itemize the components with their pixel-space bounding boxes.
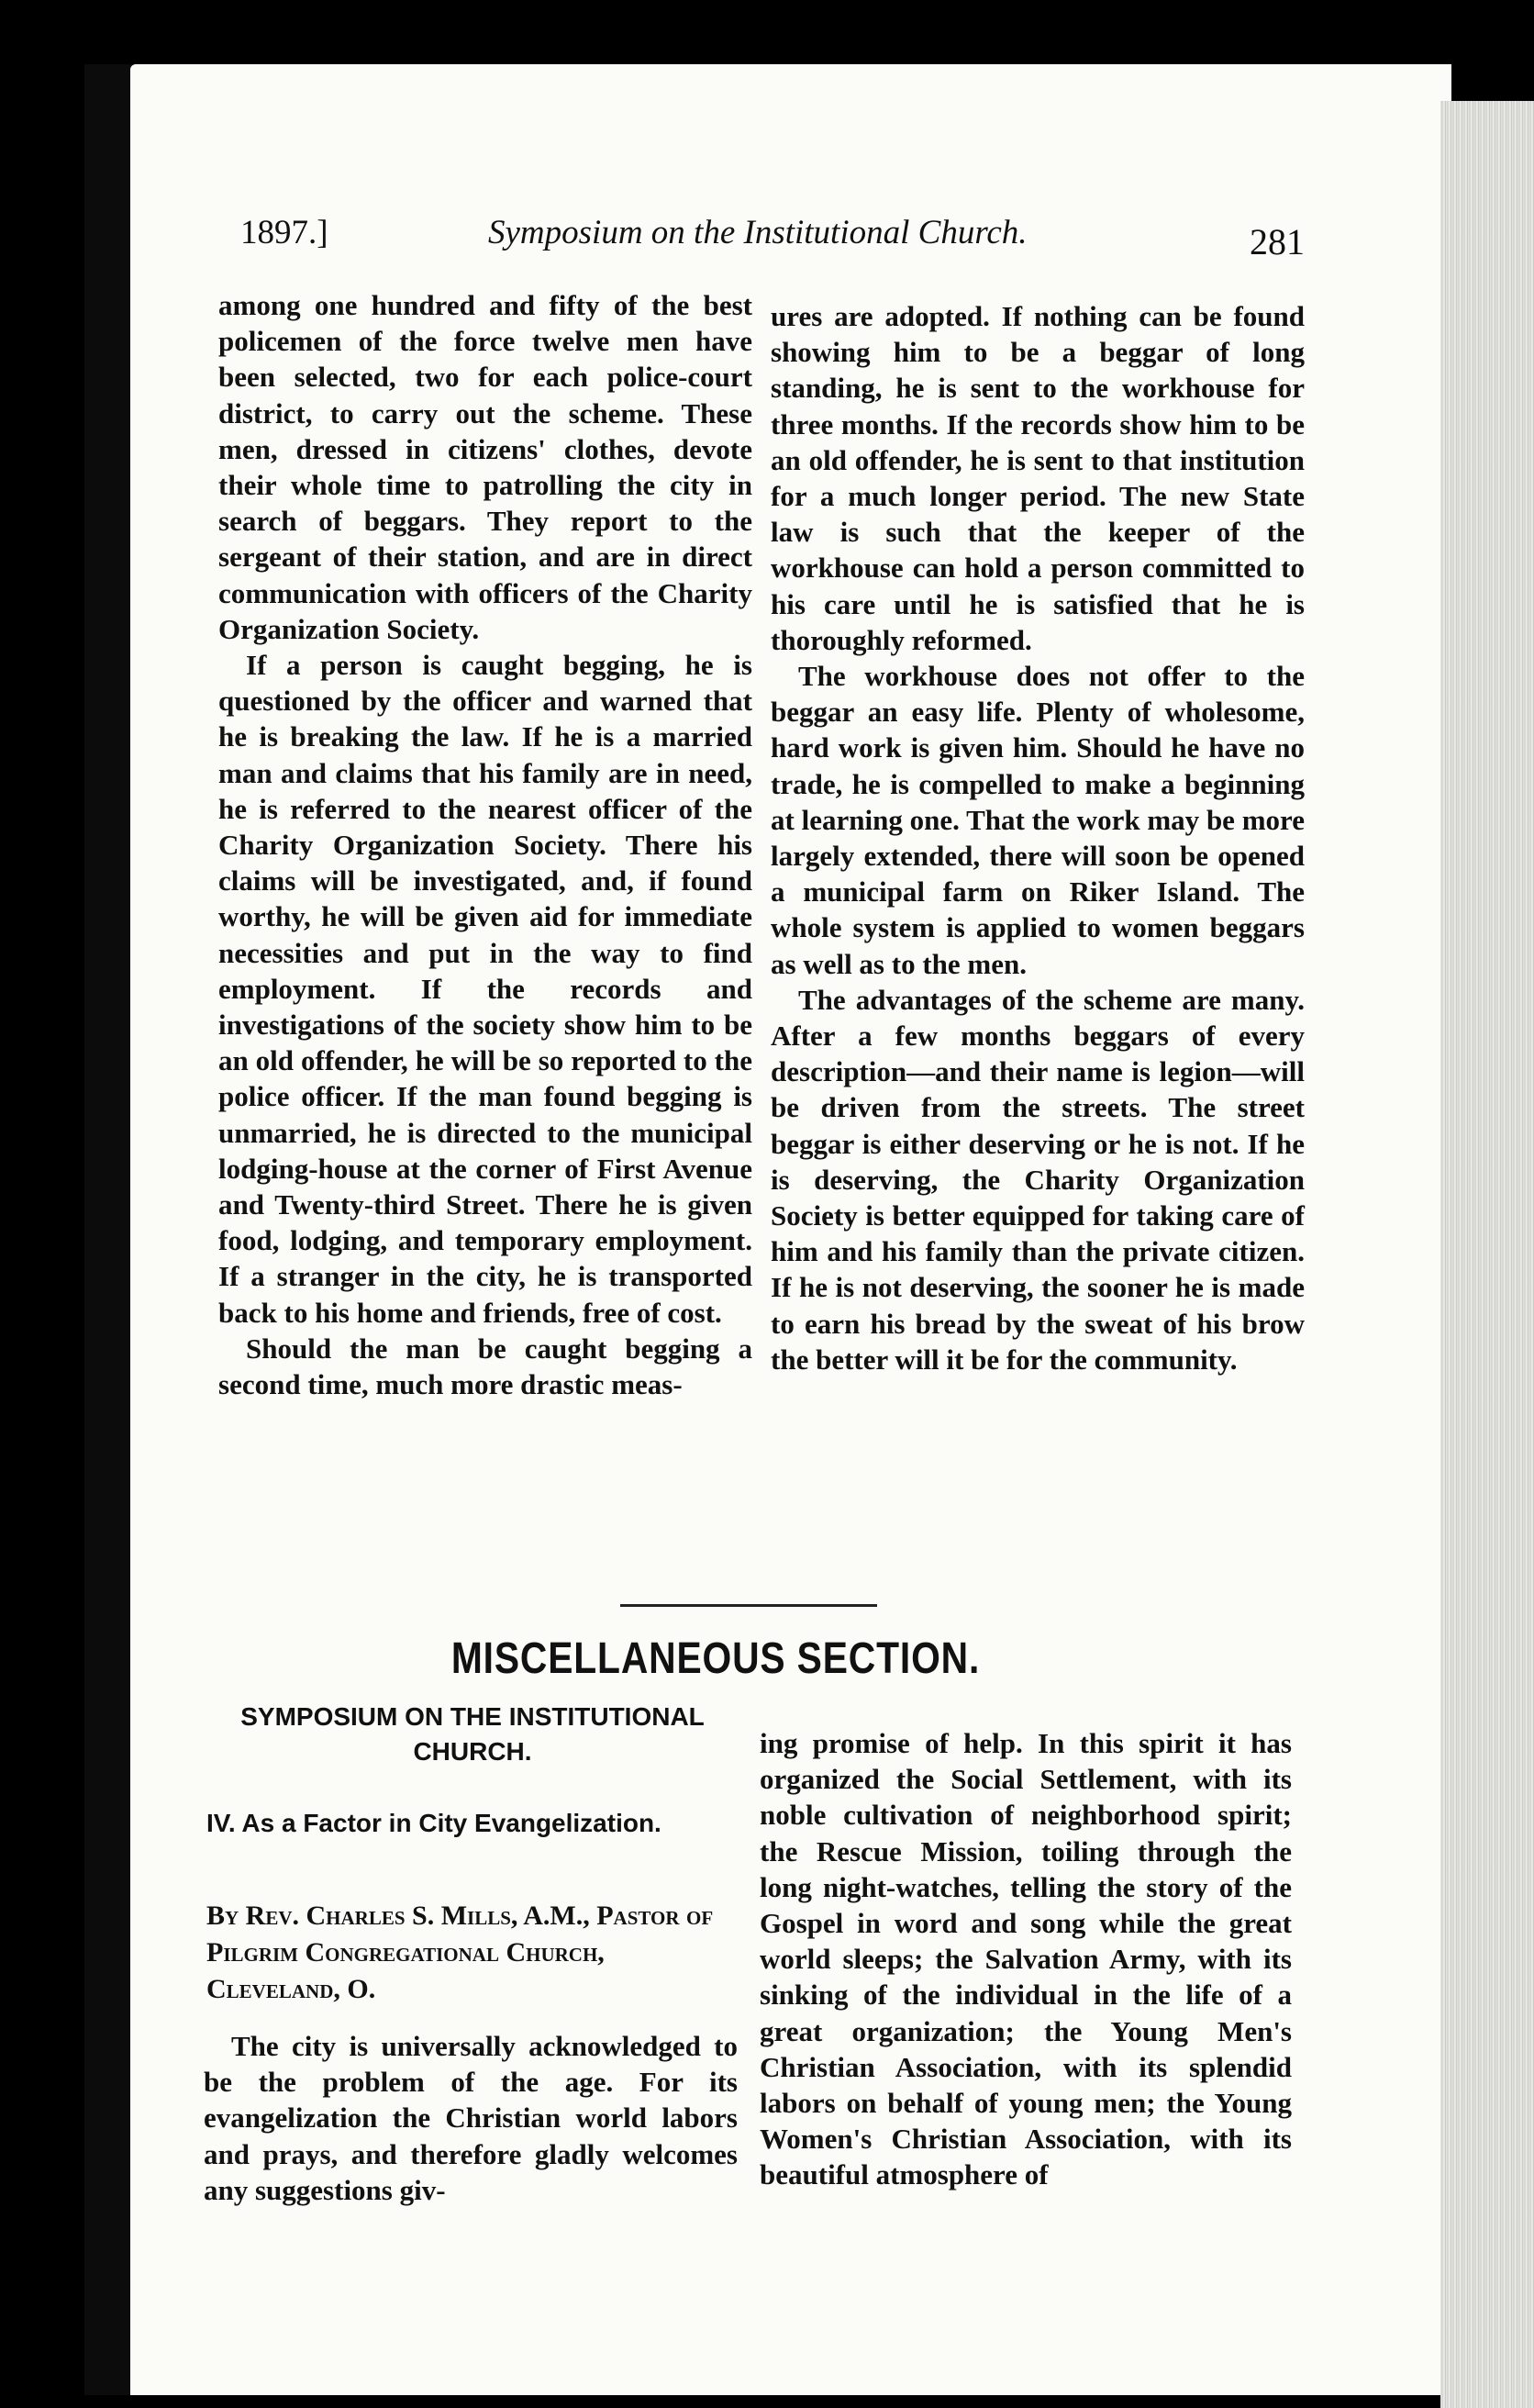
section-divider (620, 1604, 877, 1607)
bottom-left-column (204, 2028, 738, 2208)
paragraph: Should the man be caught begging a second time, much more drastic meas- (218, 1332, 752, 1401)
top-left-column (218, 287, 752, 1402)
header-title: Symposium on the Institutional Church. (488, 214, 1028, 251)
paragraph: If a person is caught begging, he is questioned by the officer and warned that he is breaking the law. If he is a married man and claims that his family are in need, he is referred to the nearest officer of the Charity Organization Society. There his claims will be investigated, and, if found worthy, he will be given aid for immediate necessities and put in the way to find employment. If the records and investigations of the society show him to be an old offender, he will be so reported to the police officer. If the man found begging is unmarried, he is directed to the municipal lodging-house at the corner of First Avenue and Twenty-third Street. There he is given food, lodging, and temporary employment. If a stranger in the city, he is transported back to his home and friends, free of cost. (218, 649, 752, 1329)
paragraph: ures are adopted. If nothing can be found showing him to be a beggar of long standing, he is sent to the workhouse for three months. If the records show him to be an old offender, he is sent to that institution for a much longer period. The new State law is such that the keeper of the workhouse can hold a person committed to his care until he is satisfied that he is thoroughly reformed. (771, 300, 1305, 656)
paragraph: The city is universally acknowledged to be the problem of the age. For its evangelization the Christian world labors and prays, and therefore gladly welcomes any suggestions giv- (204, 2030, 738, 2206)
top-right-column (771, 298, 1305, 1377)
bottom-right-column (760, 1725, 1292, 2193)
binding-shadow (84, 64, 136, 2395)
page-number: 281 (1250, 221, 1305, 262)
author-byline: By Rev. Charles S. Mills, A.M., Pastor of Pilgrim Congregational Church, Cleveland, O. (206, 1901, 714, 2004)
paragraph: The workhouse does not offer to the beggar an easy life. Plenty of wholesome, hard work is given him. Should he have no trade, he is compelled to make a beginning at learning one. That the work may be more largely extended, there will soon be opened a municipal farm on Riker Island. The whole system is applied to women beggars as well as to the men. (771, 660, 1305, 980)
article-subtitle: IV. As a Factor in City Evangelization. (206, 1809, 661, 1837)
paragraph: ing promise of help. In this spirit it has organized the Social Settlement, with its noble cultivation of neighborhood spirit; the Rescue Mission, toiling through the long night-watches, telling the story of the Gospel in word and song while the great world sleeps; the Salvation Army, with its sinking of the individual in the life of a great organization; the Young Men's Christian Association, with its splendid labors on behalf of young men; the Young Women's Christian Association, with its beautiful atmosphere of (760, 1727, 1292, 2191)
page-edges (1440, 101, 1534, 2408)
paragraph: The advantages of the scheme are many. After a few months beggars of every description—and their name is legion—will be driven from the streets. The street beggar is either deserving or he is not. If he is deserving, the Charity Organization Society is better equipped for taking care of him and his family than the private citizen. If he is not deserving, the sooner he is made to earn his bread by the sweat of his brow the better will it be for the community. (771, 983, 1305, 1376)
section-title: MISCELLANEOUS SECTION. (450, 1634, 981, 1683)
header-year: 1897.] (240, 214, 328, 251)
article-title: SYMPOSIUM ON THE INSTITUTIONAL CHURCH. (240, 1702, 705, 1766)
paragraph: among one hundred and fifty of the best policemen of the force twelve men have been selected, two for each police-court district, to carry out the scheme. These men, dressed in citizens' clothes, devote their whole time to patrolling the city in search of beggars. They report to the sergeant of their station, and are in direct communication with officers of the Charity Organization Society. (218, 289, 752, 645)
running-header (240, 213, 1305, 268)
